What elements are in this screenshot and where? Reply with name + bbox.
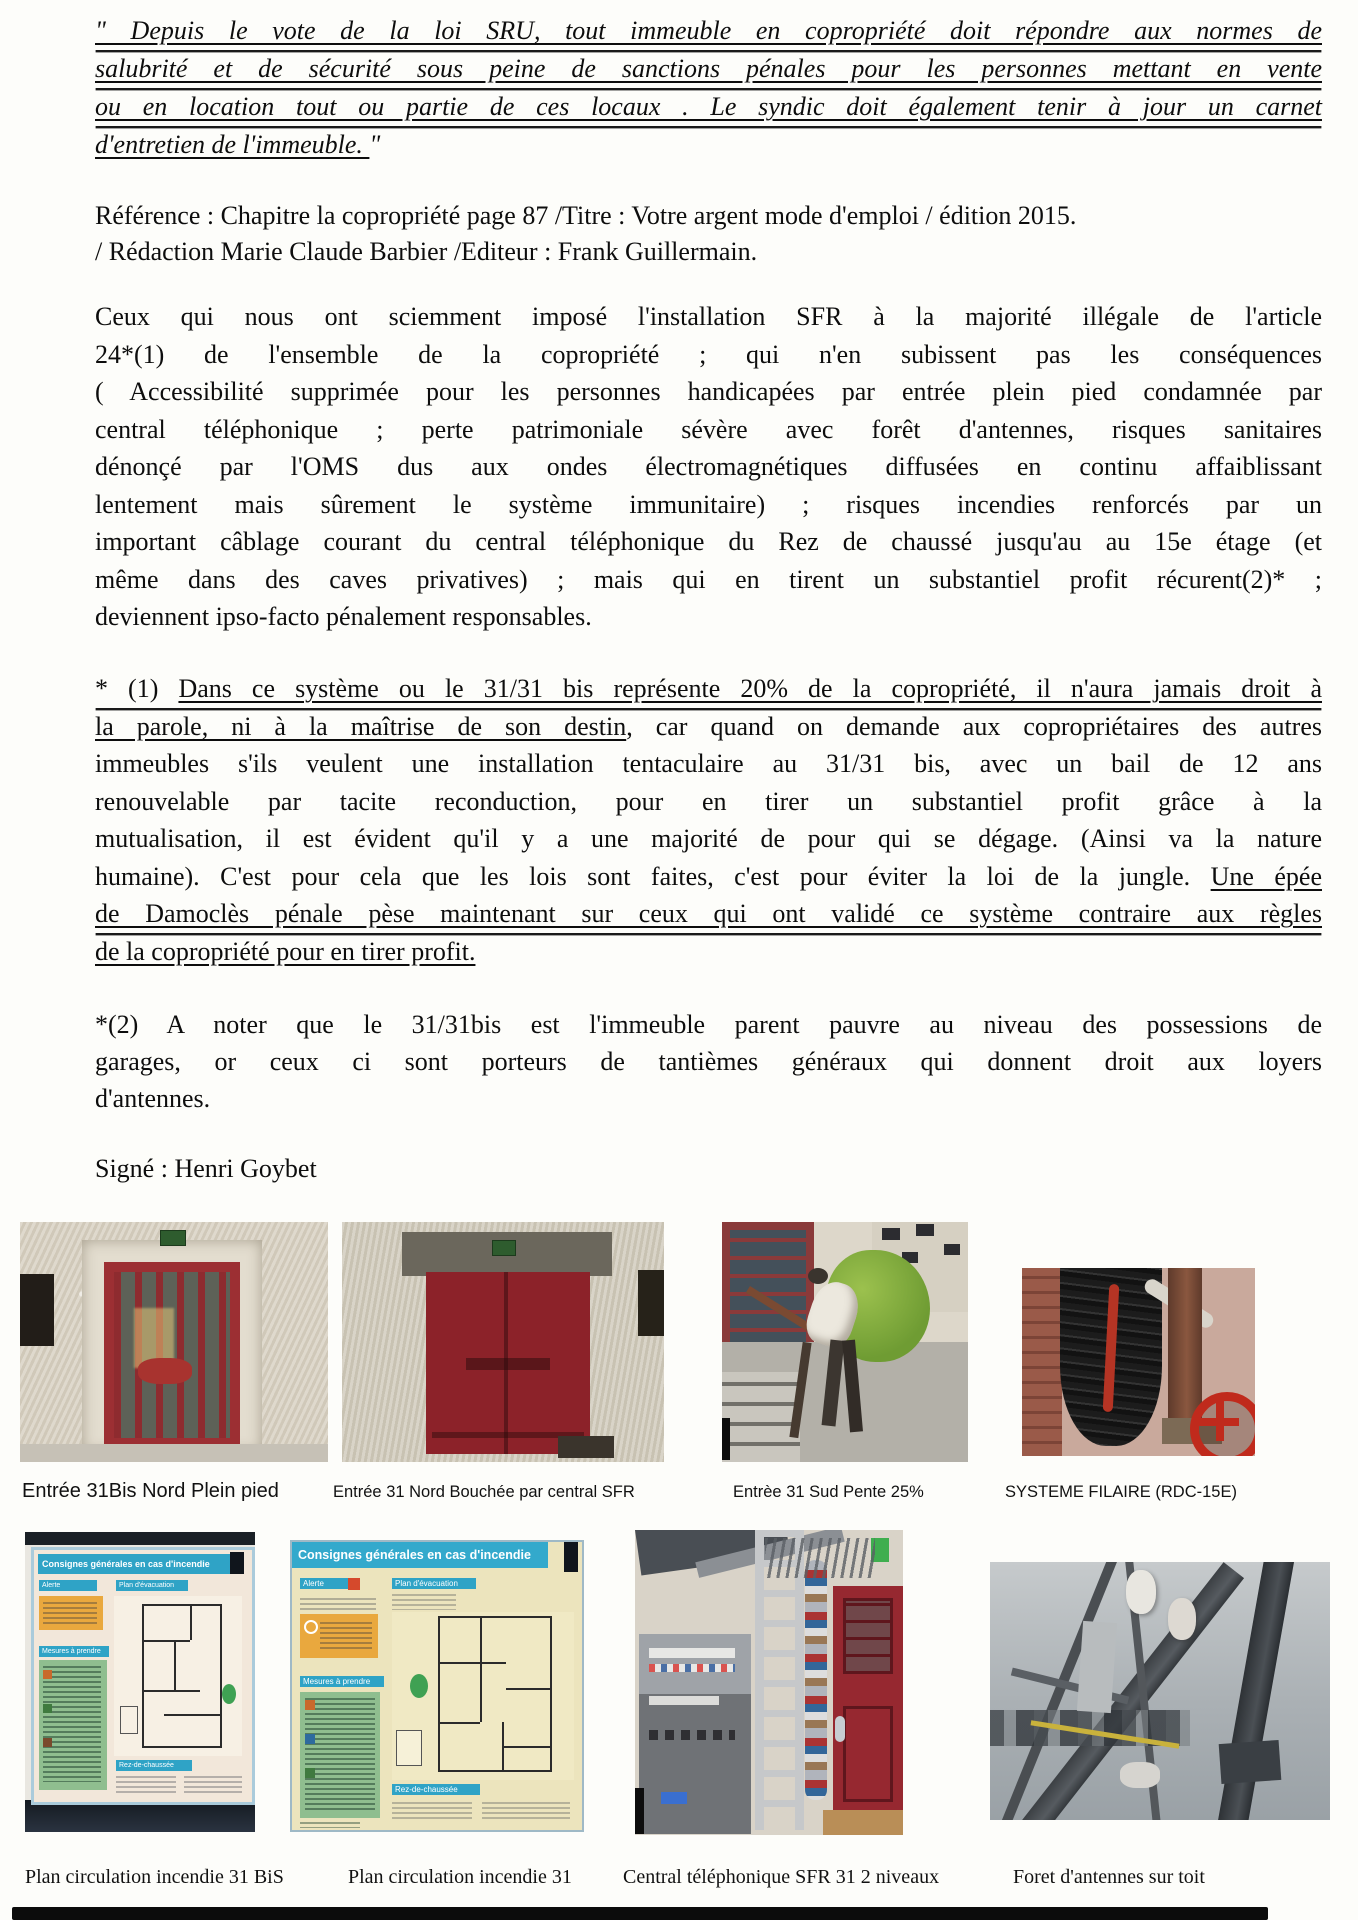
footnote1-line-3: immeubles s'ils veulent une installation tentaculaire au 31/31 bis, avec un bail de 12 ans <box>95 749 1322 778</box>
caption-systeme-filaire: SYSTEME FILAIRE (RDC-15E) <box>1005 1483 1237 1501</box>
stairs <box>722 1372 800 1462</box>
phone-box-text <box>320 1622 372 1650</box>
cabinet-label-row <box>649 1696 719 1705</box>
measure-icon <box>305 1768 315 1778</box>
door-handles <box>466 1358 550 1370</box>
caption-entree-31-nord: Entrée 31 Nord Bouchée par central SFR <box>333 1483 635 1501</box>
fire-poster <box>31 1547 255 1805</box>
reference-paragraph <box>95 198 1322 270</box>
overhead-cables <box>765 1538 875 1578</box>
poster-footer-text <box>116 1776 176 1796</box>
roof-box <box>1219 1740 1282 1784</box>
poster-logo <box>230 1552 244 1574</box>
signature-block <box>95 1150 1322 1188</box>
poster-plan-label: Plan d'évacuation <box>392 1578 476 1589</box>
footnote2-paragraph <box>95 1006 1322 1117</box>
measures-text <box>305 1698 375 1810</box>
exit-marker <box>410 1674 428 1698</box>
measure-icon <box>43 1704 52 1713</box>
alarm-icon <box>348 1578 360 1590</box>
body-line-2: 24*(1) de l'ensemble de la copropriété ; qui n'en subissent pas les conséquences <box>95 339 1322 369</box>
poster-footer-text <box>300 1822 360 1828</box>
footnote1-line-8: de la copropriété pour en tirer profit. <box>95 936 476 966</box>
plan-legend <box>120 1706 138 1734</box>
poster-title: Consignes générales en cas d'incendie <box>292 1542 548 1568</box>
plan-wall <box>164 1714 220 1716</box>
footnote2-line-1: *(2) A noter que le 31/31bis est l'immeuble parent pauvre au niveau des possessions de <box>95 1010 1322 1039</box>
roof-vent <box>1120 1762 1160 1788</box>
signature-line: Signé : Henri Goybet <box>95 1154 317 1183</box>
red-door <box>833 1586 903 1824</box>
plan-wall <box>480 1618 482 1662</box>
cabinet-label-row <box>649 1648 735 1658</box>
address-plate-31 <box>492 1240 516 1256</box>
footnote1-line-2: la parole, ni à la maîtrise de son destin, car quand on demande aux copropriétaires des autres <box>95 711 1322 741</box>
small-window <box>944 1244 960 1255</box>
red-double-door <box>426 1272 590 1454</box>
plan-wall <box>190 1606 192 1640</box>
footnote1-paragraph <box>95 670 1322 970</box>
caption-central-telephonique: Central téléphonique SFR 31 2 niveaux <box>623 1866 940 1888</box>
photo-plan-incendie-31 <box>290 1540 584 1832</box>
door-upper-panel <box>843 1598 893 1674</box>
plan-wall <box>174 1640 176 1690</box>
body-line-8: même dans des caves privatives) ; mais qui en tirent un substantiel profit récurent(2)* ; <box>95 564 1322 594</box>
photo-entree-31-nord <box>342 1222 664 1462</box>
floor-plan <box>142 1604 222 1748</box>
person-head <box>808 1268 828 1284</box>
phone-box-text <box>43 1602 97 1624</box>
measures-text <box>43 1666 101 1782</box>
floor-plan <box>438 1616 552 1772</box>
small-window <box>882 1228 900 1240</box>
poster-measures-panel <box>39 1660 107 1790</box>
poster-footer-text <box>482 1802 570 1822</box>
plan-wall <box>440 1722 480 1724</box>
red-entrance-door <box>104 1262 240 1448</box>
footnote1-line-7: de Damoclès pénale pèse maintenant sur ceux qui ont validé ce système contraire aux règles <box>95 895 1322 933</box>
poster-measures-panel <box>300 1692 380 1818</box>
floor-tiles <box>823 1810 903 1835</box>
poster-logo <box>564 1542 578 1572</box>
plan-area <box>114 1596 242 1756</box>
plan-wall <box>480 1662 482 1722</box>
footnote1-line-1: * (1) Dans ce système ou le 31/31 bis représente 20% de la copropriété, il n'aura jamais droit à <box>95 670 1322 708</box>
brick-column <box>1022 1268 1062 1456</box>
caption-entree-31bis: Entrée 31Bis Nord Plein pied <box>22 1480 279 1502</box>
plan-wall <box>502 1746 550 1748</box>
body-paragraph <box>95 298 1322 636</box>
ground-strip <box>20 1444 328 1462</box>
quote-line-3: ou en location tout ou partie de ces locaux . Le syndic doit également tenir à jour un carnet <box>95 88 1322 126</box>
poster-title: Consignes générales en cas d'incendie <box>38 1554 238 1574</box>
scan-dark-bar-top <box>25 1532 255 1545</box>
quote-line-1: " Depuis le vote de la loi SRU, tout immeuble en copropriété doit répondre aux normes de <box>95 12 1322 50</box>
poster-phone-box <box>39 1596 103 1630</box>
measure-icon <box>305 1700 315 1710</box>
side-window-dark <box>638 1270 664 1336</box>
quote-line-2: salubrité et de sécurité sous peine de sanctions pénales pour les personnes mettant en vente <box>95 50 1322 88</box>
antenna-head <box>1126 1570 1156 1614</box>
footnote2-line-3: d'antennes. <box>95 1084 211 1113</box>
quote-paragraph <box>95 12 1322 164</box>
cabinet-sticker <box>661 1792 687 1804</box>
footnote1-line-5: mutualisation, il est évident qu'il y a une majorité de pour qui se dégage. (Ainsi va la nature <box>95 824 1322 853</box>
body-line-9: deviennent ipso-facto pénalement responsables. <box>95 602 592 631</box>
equipment-cabinet <box>639 1634 751 1834</box>
body-line-7: important câblage courant du central téléphonique du Rez de chaussé jusqu'au au 15e étage (et <box>95 527 1322 556</box>
plan-wall <box>144 1690 200 1692</box>
red-ribbon <box>138 1358 192 1384</box>
quote-line-4: d'entretien de l'immeuble. " <box>95 130 381 159</box>
photo-central-telephonique <box>635 1530 903 1835</box>
poster-alerte-label: Alerte <box>300 1578 352 1589</box>
plan-legend <box>396 1730 422 1766</box>
poster-alerte-label: Alerte <box>39 1580 97 1591</box>
poster-plan-label: Plan d'évacuation <box>116 1580 188 1591</box>
breaker-row <box>649 1664 735 1672</box>
poster-footer-text <box>392 1802 472 1822</box>
poster-phone-box <box>300 1614 378 1658</box>
caption-plan-incendie-31: Plan circulation incendie 31 <box>348 1866 572 1888</box>
connector-row <box>649 1730 735 1740</box>
measure-icon <box>43 1738 52 1747</box>
footnote1-line-6: humaine). C'est pour cela que les lois sont faites, c'est pour éviter la loi de la jungle. Une épée <box>95 861 1322 891</box>
scan-black-bar <box>722 1418 730 1460</box>
caption-entree-31-sud: Entrèe 31 Sud Pente 25% <box>733 1483 924 1501</box>
small-window <box>916 1224 934 1236</box>
poster-rdc-label: Rez-de-chaussée <box>392 1784 480 1795</box>
body-line-5: dénonçé par l'OMS dus aux ondes électromagnétiques diffusées en continu affaiblissant <box>95 452 1322 481</box>
caption-foret-antennes: Foret d'antennes sur toit <box>1013 1866 1205 1888</box>
plan-wall <box>144 1640 190 1642</box>
footnote2-line-2: garages, or ceux ci sont porteurs de tantièmes généraux qui donnent droit aux loyers <box>95 1047 1322 1076</box>
body-line-4: central téléphonique ; perte patrimoniale sévère avec forêt d'antennes, risques sanitaires <box>95 414 1322 444</box>
valve-spoke <box>1197 1418 1239 1426</box>
measure-icon <box>43 1670 52 1679</box>
photo-systeme-filaire <box>1022 1268 1255 1456</box>
plan-wall <box>506 1688 550 1690</box>
poster-mesures-label: Mesures à prendre <box>39 1646 109 1657</box>
phone-icon <box>304 1620 318 1634</box>
scan-edge-strip <box>12 1907 1268 1920</box>
plan-area <box>392 1612 574 1780</box>
door-lower-panel <box>843 1706 893 1802</box>
photo-entree-31-sud <box>722 1222 968 1462</box>
step-shadow <box>558 1436 614 1458</box>
body-line-1: Ceux qui nous ont sciemment imposé l'installation SFR à la majorité illégale de l'article <box>95 302 1322 331</box>
alerte-text <box>300 1598 376 1610</box>
measure-icon <box>305 1734 315 1744</box>
door-handle <box>835 1716 845 1742</box>
scan-black-bar <box>635 1788 644 1834</box>
plan-subtext <box>392 1594 456 1610</box>
plan-wall <box>440 1662 506 1664</box>
poster-mesures-label: Mesures à prendre <box>300 1676 384 1687</box>
poster-footer-text <box>184 1776 242 1796</box>
chimney <box>1077 1621 1117 1713</box>
photo-plan-incendie-31bis <box>25 1532 255 1832</box>
reference-line-1: Référence : Chapitre la copropriété page 87 /Titre : Votre argent mode d'emploi / édition 2015. <box>95 201 1077 230</box>
body-line-3: ( Accessibilité supprimée pour les personnes handicapées par entrée plein pied condamnée par <box>95 377 1322 406</box>
exit-marker <box>222 1684 236 1704</box>
footnote1-line-4: renouvelable par tacite reconduction, pour en tirer un substantiel profit grâce à la <box>95 786 1322 816</box>
photo-foret-antennes <box>990 1562 1330 1820</box>
side-window-dark <box>20 1274 54 1346</box>
poster-rdc-label: Rez-de-chaussée <box>116 1760 192 1771</box>
antenna-head <box>1168 1598 1196 1640</box>
photo-entree-31bis-nord <box>20 1222 328 1462</box>
reference-line-2: / Rédaction Marie Claude Barbier /Editeur : Frank Guillermain. <box>95 237 758 266</box>
wire-loom <box>805 1560 827 1800</box>
caption-plan-incendie-31bis: Plan circulation incendie 31 BiS <box>25 1866 284 1888</box>
body-line-6: lentement mais sûrement le système immunitaire) ; risques incendies renforcés par un <box>95 489 1322 519</box>
address-plate-31bis <box>160 1230 186 1246</box>
